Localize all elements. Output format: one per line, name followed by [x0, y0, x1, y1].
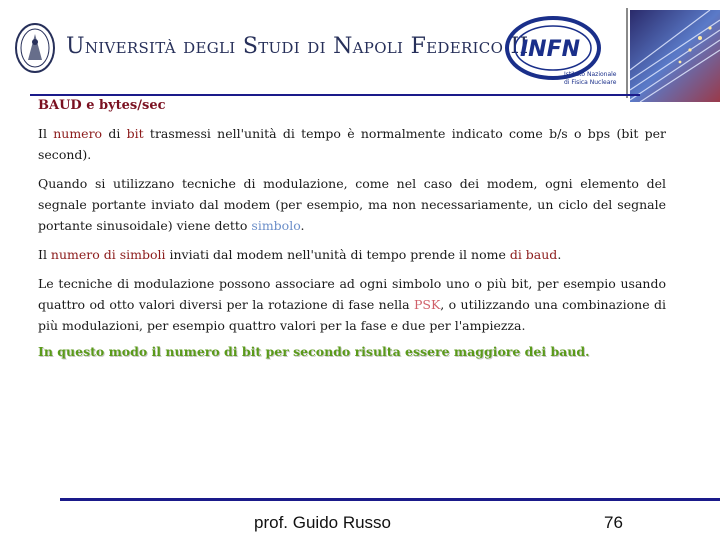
highlight-baud: di baud: [509, 247, 558, 262]
paragraph-simbolo: [38, 173, 666, 236]
text-run: Quando si utilizzano tecniche di modulazione, come nel caso dei modem, ogni elemento del segnale portante inviato dal modem (per esempio, ma non necessariamente, un ciclo del segnale portante sinusoidale) viene detto: [38, 176, 666, 233]
text-run: Il: [38, 247, 51, 262]
text-run: inviati dal modem nell'unità di tempo prende il nome: [165, 247, 510, 262]
highlight-numero-simboli: numero di simboli: [50, 247, 166, 262]
footer-author: prof. Guido Russo: [254, 513, 392, 532]
header-rule: [30, 94, 640, 96]
university-seal-icon: [14, 22, 56, 74]
slide-header: [0, 0, 720, 105]
paragraph-bitrate: [38, 123, 666, 165]
slide-title: BAUD e bytes/sec: [38, 98, 166, 113]
text-run: trasmessi nell'unità di tempo è normalmente indicato come b/s o bps (bit per second).: [38, 126, 667, 162]
text-run: Il: [38, 126, 54, 141]
slide-content: [38, 98, 666, 359]
footer-rule: [60, 498, 720, 501]
paragraph-baud: [38, 244, 666, 265]
fiber-optics-image: [630, 10, 720, 102]
text-run: , o utilizzando una combinazione di più modulazioni, per esempio quattro valori per la fase e due per l'ampiezza.: [38, 297, 666, 333]
svg-text:INFN: INFN: [520, 37, 581, 62]
university-name: Università degli Studi di Napoli Federico II: [66, 34, 529, 59]
highlight-simbolo: simbolo: [251, 218, 301, 233]
paragraph-modulazione: [38, 273, 666, 336]
text-run: .: [300, 218, 305, 233]
highlight-psk: PSK: [413, 297, 441, 312]
header-divider: [626, 8, 628, 98]
text-run: Le tecniche di modulazione possono associare ad ogni simbolo uno o più bit, per esempio usando quattro od otto valori diversi per la rotazione di fase nella: [38, 276, 666, 312]
conclusion-text: In questo modo il numero di bit per secondo risulta essere maggiore dei baud.: [38, 344, 590, 359]
highlight-bit: bit: [126, 126, 144, 141]
page-number: 76: [604, 513, 623, 532]
infn-logo: [498, 8, 628, 98]
text-run: .: [557, 247, 562, 262]
svg-text:di Fisica Nucleare: di Fisica Nucleare: [564, 79, 617, 86]
svg-text:Istituto Nazionale: Istituto Nazionale: [564, 71, 617, 78]
highlight-numero: numero: [53, 126, 103, 141]
text-run: di: [102, 126, 127, 141]
